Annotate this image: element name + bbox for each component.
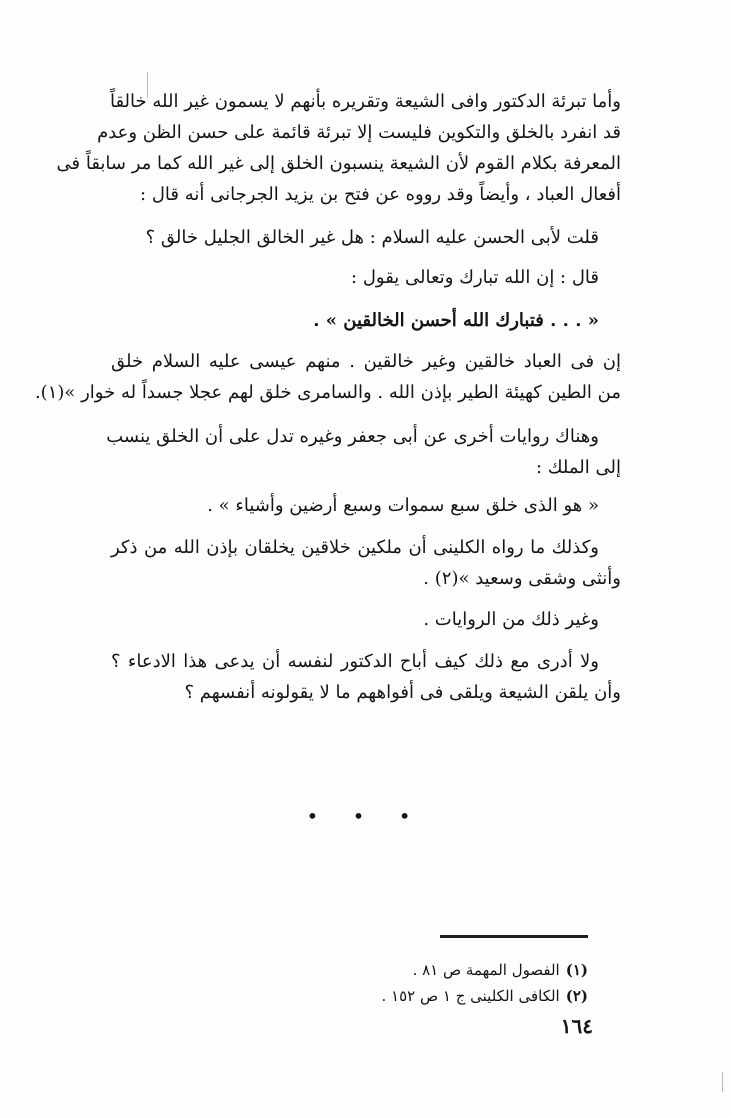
footnote-2-text: الكافى الكلينى ج ١ ص ١٥٢ . [381,987,560,1005]
paragraph-4-line-1: وكذلك ما رواه الكلينى أن ملكين خلاقين يخلقان بإذن الله من ذكر [111,537,599,558]
quote-1 [111,222,621,253]
paragraph-4-line-2: وأنثى وشقى وسعيد »(٢) . [423,568,621,589]
footnote-1-text: الفصول المهمة ص ٨١ . [412,961,560,979]
footnote-1 [413,958,588,982]
paragraph-6 [111,646,621,708]
paragraph-5-text: وغير ذلك من الروايات . [423,609,599,630]
paragraph-4 [111,532,621,594]
section-ornament: • • • [306,804,425,828]
footnote-2 [381,984,588,1008]
quote-2-text: قال : إن الله تبارك وتعالى يقول : [351,267,599,288]
paragraph-6-line-1: ولا أدرى مع ذلك كيف أباح الدكتور لنفسه أن يدعى هذا الادعاء ؟ [111,651,599,672]
paragraph-6-line-2: وأن يلقن الشيعة ويلقى فى أفواههم ما لا يقولونه أنفسهم ؟ [184,682,621,703]
paragraph-3-line-1: وهناك روايات أخرى عن أبى جعفر وغيره تدل على أن الخلق ينسب [106,426,599,447]
footnote-2-number: (٢) [565,987,588,1005]
paragraph-2-line-1: إن فى العباد خالقين وغير خالقين . منهم عيسى عليه السلام خلق [111,351,621,372]
quote-3 [111,305,621,336]
paragraph-1-line-3: المعرفة بكلام القوم لأن الشيعة ينسبون الخلق إلى غير الله كما مر سابقاً فى [56,153,621,174]
quote-2 [111,262,621,293]
paragraph-2-line-2: من الطين كهيئة الطير بإذن الله . والسامرى خلق لهم عجلا جسداً له خوار »(١). [34,382,621,403]
footnote-1-number: (١) [565,961,588,979]
scan-mark-bottom [722,1072,723,1092]
page-number: ١٦٤ [560,1014,593,1038]
paragraph-1-line-1: وأما تبرئة الدكتور وافى الشيعة وتقريره بأنهم لا يسمون غير الله خالقاً [109,91,621,112]
footnote-separator [440,935,588,938]
paragraph-1 [56,86,621,210]
paragraph-1-line-4: أفعال العباد ، وأيضاً وقد رووه عن فتح بن يزيد الجرجانى أنه قال : [140,184,621,205]
quote-1-text: قلت لأبى الحسن عليه السلام : هل غير الخالق الجليل خالق ؟ [145,227,599,248]
quote-4-text: « هو الذى خلق سبع سموات وسبع أرضين وأشياء » . [207,495,599,516]
paragraph-5 [111,604,621,635]
paragraph-1-line-2: قد انفرد بالخلق والتكوين فليست إلا تبرئة قائمة على حسن الظن وعدم [97,122,621,143]
quote-3-text: « . . . فتبارك الله أحسن الخالقين » . [313,310,599,331]
paragraph-3-line-2: إلى الملك : [535,457,621,478]
quote-4 [111,490,621,521]
paragraph-3 [106,421,621,483]
paragraph-2 [34,346,621,408]
